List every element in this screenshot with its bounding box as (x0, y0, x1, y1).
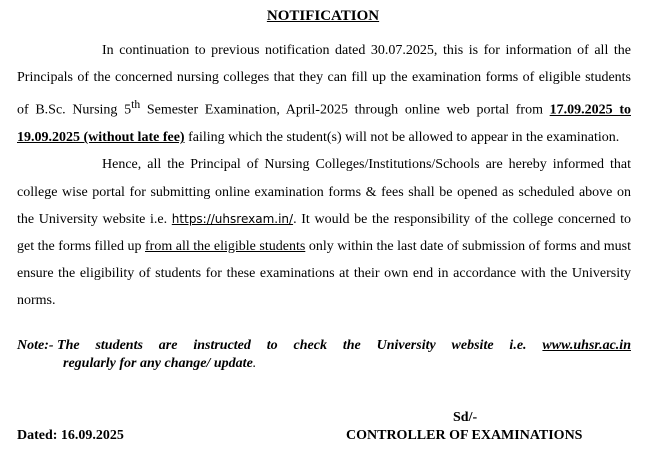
date-line: Dated: 16.09.2025 (17, 428, 124, 443)
exam-portal-link[interactable]: https://uhsrexam.in/ (171, 211, 294, 226)
submission-dates: 17.09.2025 to 19.09.2025 (without late fee) (17, 103, 631, 146)
university-website-link[interactable]: www.uhsr.ac.in (542, 338, 631, 353)
note-label: Note:- (17, 338, 58, 353)
paragraph-2: Hence, all the Principal of Nursing Colleges/Institutions/Schools are hereby informed that college wise portal for submitting online examination forms & fees shall be opened as scheduled above on the University website i.e. https://uhsrexam.in/. It would be the responsibility of the college concerned to get the forms filled up from all the eligible students only within the last date of submission of forms and must ensure the eligibility of students for these examinations at their own end in accordance with the University norms. (17, 157, 632, 309)
notification-title: NOTIFICATION (266, 8, 380, 24)
signing-authority: CONTROLLER OF EXAMINATIONS (346, 428, 583, 443)
signature: Sd/- (453, 410, 478, 425)
eligible-students-text: from all the eligible students (145, 239, 306, 255)
paragraph-1: In continuation to previous notification dated 30.07.2025, this is for information of all the Principals of the concerned nursing colleges that they can fill up the examination forms of eligible students of B.Sc. Nursing 5th Semester Examination, April-2025 through online web portal from 17.09.2025 to 19.09.2025 (without late fee) failing which the student(s) will not be allowed to appear in the examination. (17, 43, 631, 146)
note: Note:- The students are instructed to check the University website i.e. www.uhsr.ac.in regularly for any change/ update. (17, 338, 631, 371)
superscript-th: th (131, 98, 141, 112)
notification-body (17, 37, 631, 315)
